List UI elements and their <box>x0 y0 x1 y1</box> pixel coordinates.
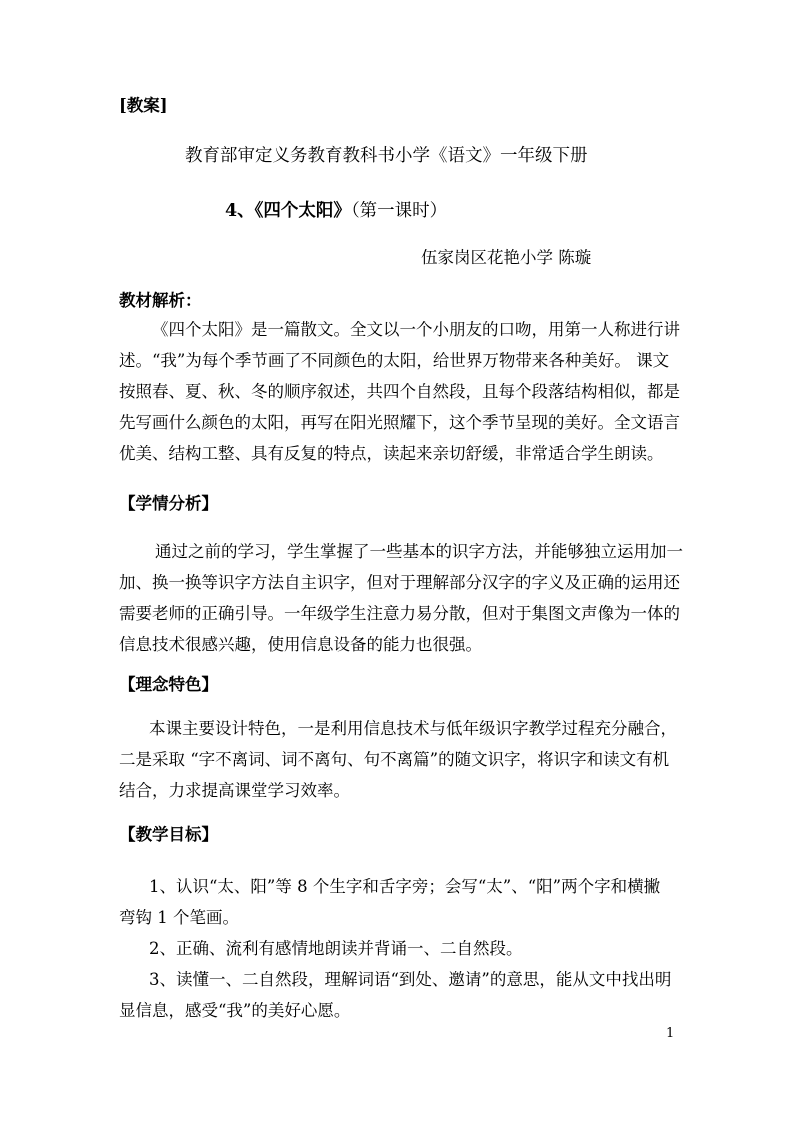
paragraph-line: 1、认识“太、阳”等 8 个生字和舌字旁；会写“太”、“阳”两个字和横撇 <box>149 877 661 896</box>
paragraph-line: 信息技术很感兴趣，使用信息设备的能力也很强。 <box>119 635 482 654</box>
section-body-concept <box>119 713 681 806</box>
author-line: 伍家岗区花艳小学 陈璇 <box>421 248 592 267</box>
paragraph-line: 通过之前的学习，学生掌握了一些基本的识字方法，并能够独立运用加一 <box>155 542 683 561</box>
paragraph-line: 显信息，感受“我”的美好心愿。 <box>119 1001 351 1020</box>
paragraph-line: 2、正确、流利有感情地朗读并背诵一、二自然段。 <box>149 939 523 958</box>
paragraph-line: 加、换一换等识字方法自主识字，但对于理解部分汉字的字义及正确的运用还 <box>119 573 680 592</box>
section-heading-textbook: 教材解析： <box>119 291 202 310</box>
paragraph-line: 按照春、夏、秋、冬的顺序叙述，共四个自然段，且每个段落结构相似，都是 <box>119 382 680 401</box>
paragraph-line: 结合，力求提高课堂学习效率。 <box>119 781 350 800</box>
paragraph-line: 先写画什么颜色的太阳，再写在阳光照耀下，这个季节呈现的美好。全文语言 <box>119 413 680 432</box>
section-heading-concept: 【理念特色】 <box>119 675 218 694</box>
paragraph-line: 弯钩 1 个笔画。 <box>119 908 239 927</box>
page-number: 1 <box>666 1026 675 1041</box>
doc-header: 教育部审定义务教育教科书小学《语文》一年级下册 <box>185 146 588 166</box>
paragraph-line: 述。“我”为每个季节画了不同颜色的太阳，给世界万物带来各种美好。 课文 <box>119 351 670 370</box>
lesson-title-main: 4、《四个太阳》 <box>225 201 351 221</box>
section-body-students <box>119 536 681 660</box>
lesson-title-sub: （第一课时） <box>350 201 448 221</box>
section-body-textbook <box>119 314 681 469</box>
section-body-goals <box>119 871 681 1026</box>
paragraph-line: 优美、结构工整、具有反复的特点，读起来亲切舒缓，非常适合学生朗读。 <box>119 444 664 463</box>
section-heading-students: 【学情分析】 <box>119 494 218 513</box>
paragraph-line: 二是采取 “字不离词、词不离句、句不离篇”的随文识字，将识字和读文有机 <box>119 750 670 769</box>
paragraph-line: 需要老师的正确引导。一年级学生注意力易分散，但对于集图文声像为一体的 <box>119 604 680 623</box>
doc-label: [教案] <box>119 96 168 115</box>
section-heading-goals: 【教学目标】 <box>119 825 218 844</box>
lesson-title <box>225 201 447 221</box>
paragraph-line: 《四个太阳》是一篇散文。全文以一个小朋友的口吻，用第一人称进行讲 <box>152 320 680 339</box>
paragraph-line: 本课主要设计特色，一是利用信息技术与低年级识字教学过程充分融合， <box>149 719 677 738</box>
paragraph-line: 3、读懂一、二自然段，理解词语“到处、邀请”的意思，能从文中找出明 <box>149 970 672 989</box>
